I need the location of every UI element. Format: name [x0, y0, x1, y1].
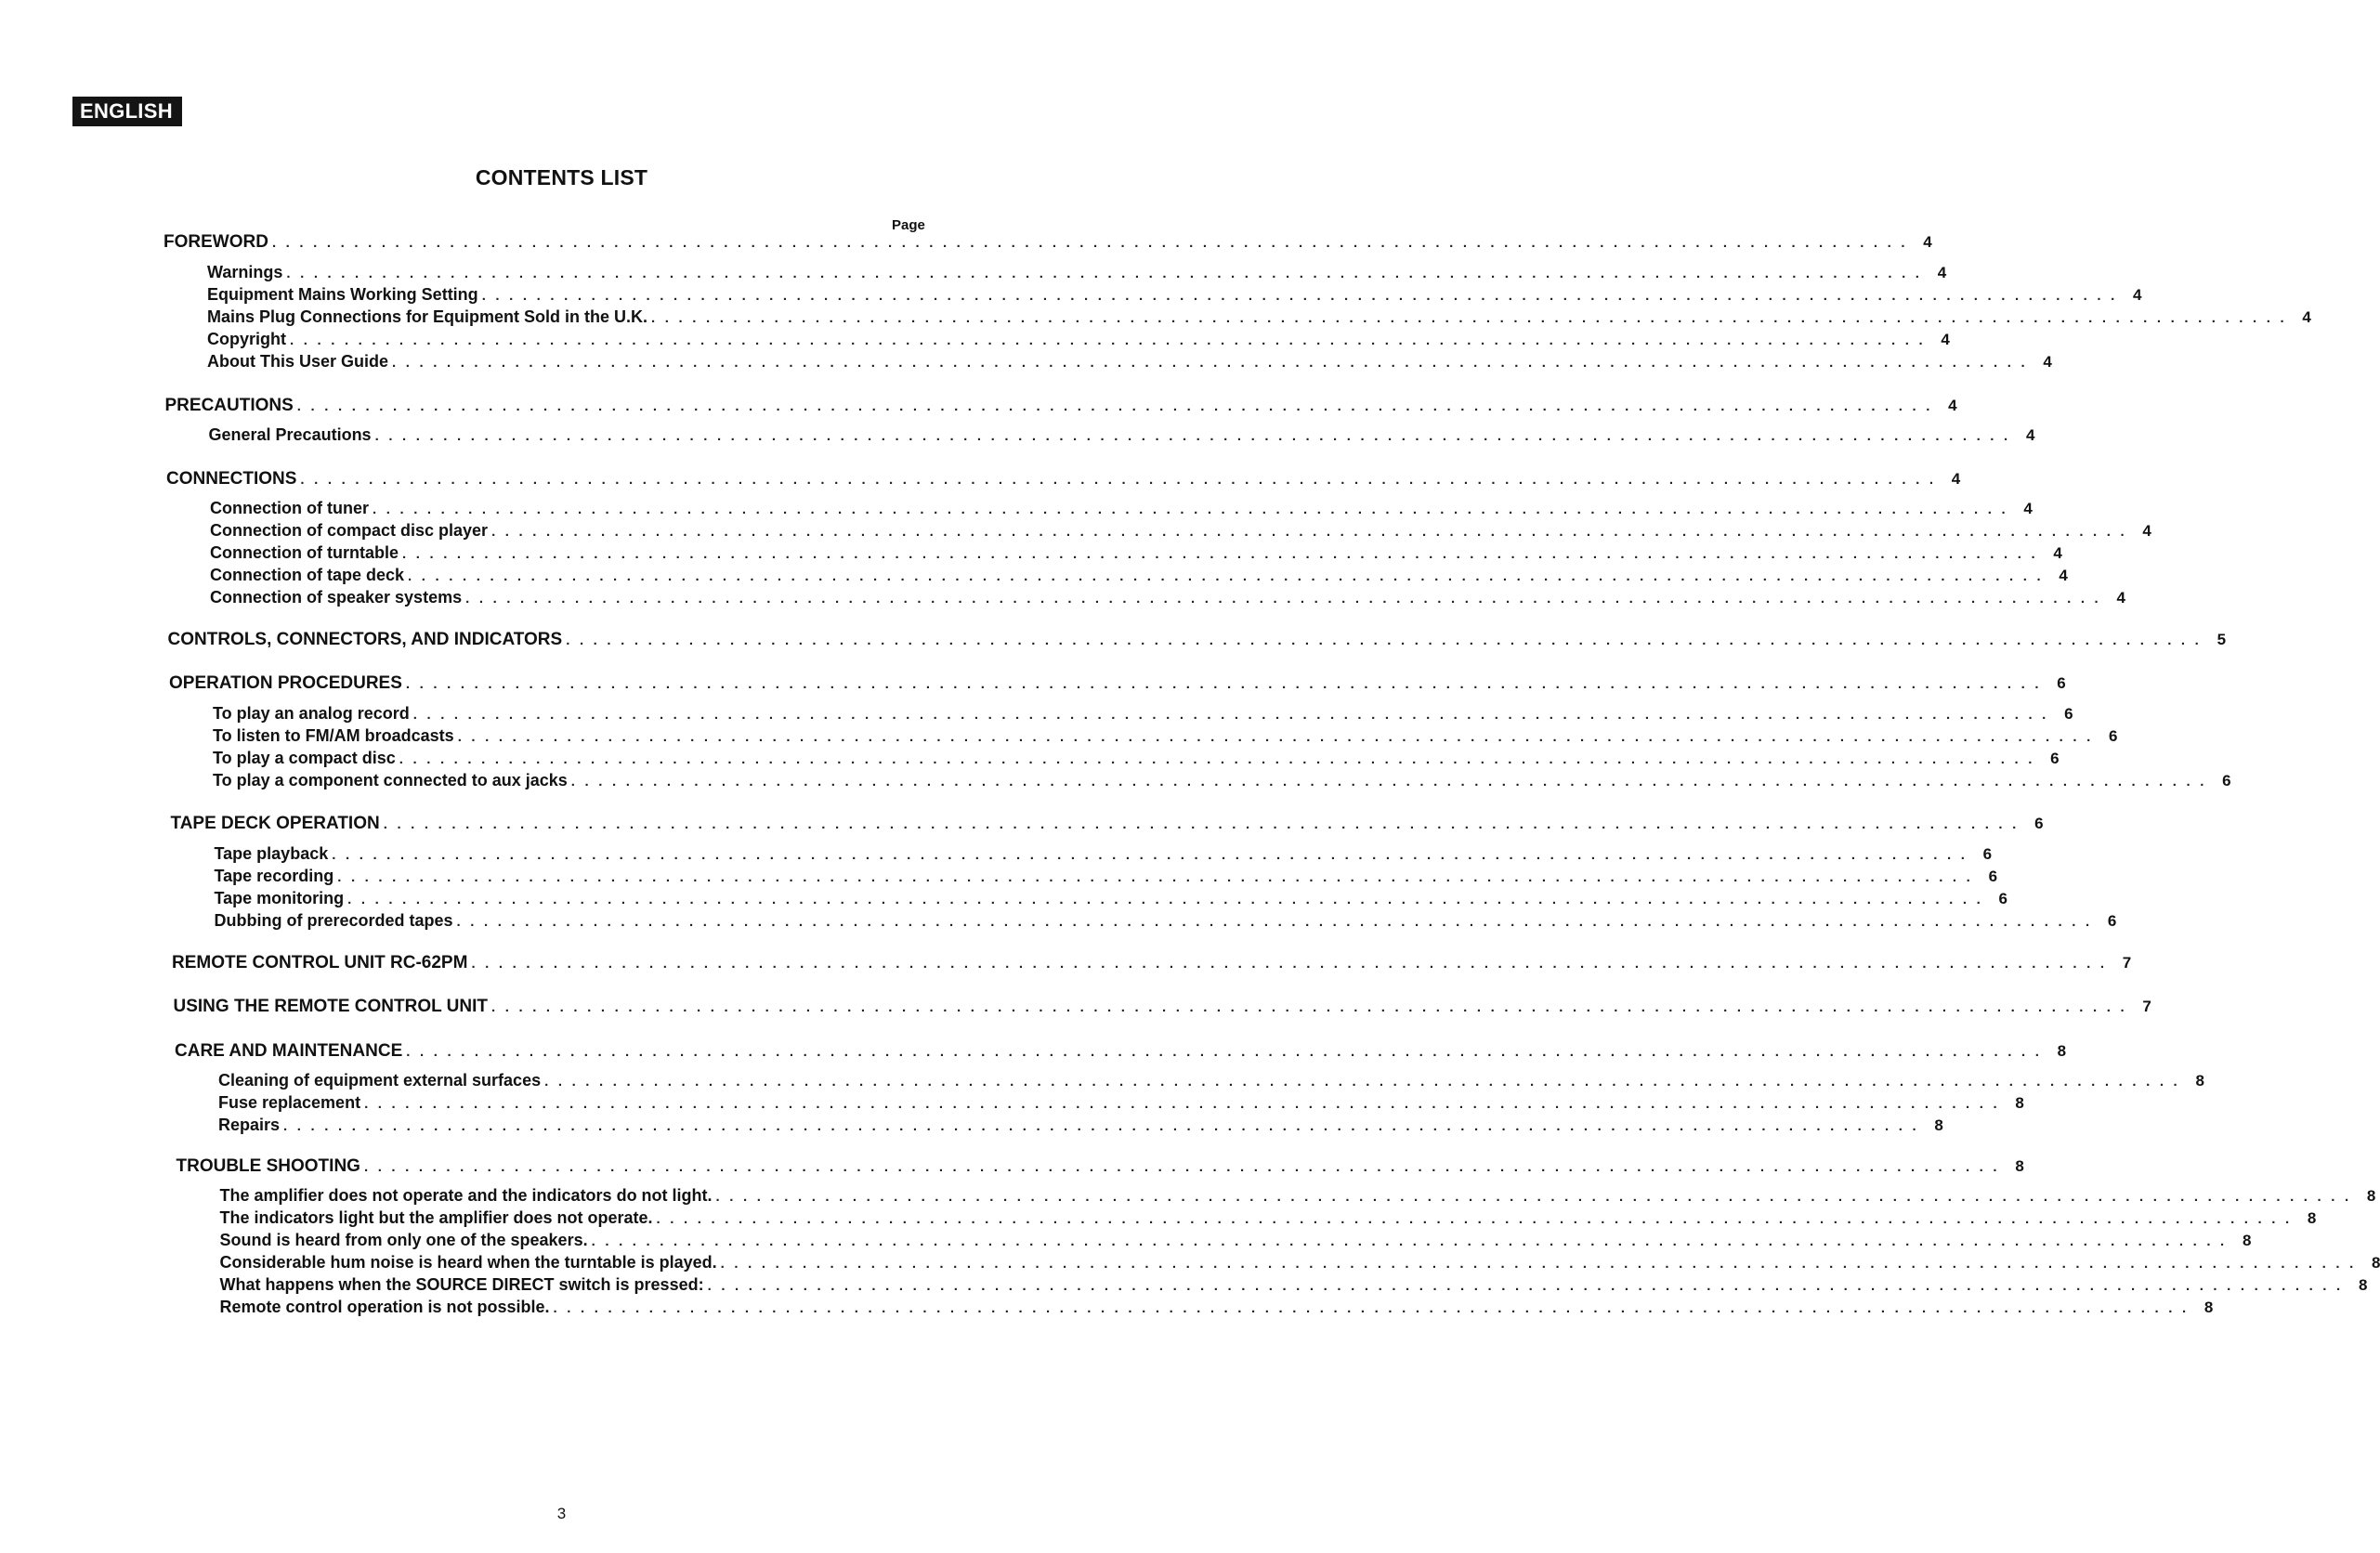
toc-item: [207, 327, 1950, 351]
toc-item-page: 6: [2109, 727, 2118, 745]
dot-leader: . . . . . . . . . . . . . . . . . . . . . . . . . . . . . . . . . . . . . . . . . . . . . . . . . . . . . . . . . . . . . . . . . . . . . . . . . . . . . . . . . . . . . . . . . . . . . . . . . . . . . . . . . . . . . . . . . . . . . . . .: [296, 398, 1933, 414]
dot-leader: . . . . . . . . . . . . . . . . . . . . . . . . . . . . . . . . . . . . . . . . . . . . . . . . . . . . . . . . . . . . . . . . . . . . . . . . . . . . . . . . . . . . . . . . . . . . . . . . . . . . . . . . . . . . . . . . . . . . . . . .: [392, 355, 2028, 371]
toc-section: [163, 230, 1932, 254]
dot-leader: . . . . . . . . . . . . . . . . . . . . . . . . . . . . . . . . . . . . . . . . . . . . . . . . . . . . . . . . . . . . . . . . . . . . . . . . . . . . . . . . . . . . . . . . . . . . . . . . . . . . . . . . . . . . . . . . . . . . . . . .: [720, 1256, 2357, 1272]
toc-section: [166, 467, 1961, 491]
toc-item-title: Tape monitoring: [214, 889, 345, 907]
toc-item: [210, 518, 2151, 542]
toc-item-page: 4: [1941, 331, 1950, 348]
toc-section-title: TAPE DECK OPERATION: [170, 814, 380, 833]
dot-leader: . . . . . . . . . . . . . . . . . . . . . . . . . . . . . . . . . . . . . . . . . . . . . . . . . . . . . . . . . . . . . . . . . . . . . . . . . . . . . . . . . . . . . . . . . . . . . . . . . . . . . . . . . . . . . . . . . . . . . . . .: [591, 1233, 2228, 1249]
toc-item-page: 8: [2366, 1187, 2376, 1205]
toc-item-title: Connection of speaker systems: [210, 588, 463, 607]
dot-leader: . . . . . . . . . . . . . . . . . . . . . . . . . . . . . . . . . . . . . . . . . . . . . . . . . . . . . . . . . . . . . . . . . . . . . . . . . . . . . . . . . . . . . . . . . . . . . . . . . . . . . . . . . . . . . . . . . . . . . . . .: [412, 707, 2049, 723]
dot-leader: . . . . . . . . . . . . . . . . . . . . . . . . . . . . . . . . . . . . . . . . . . . . . . . . . . . . . . . . . . . . . . . . . . . . . . . . . . . . . . . . . . . . . . . . . . . . . . . . . . . . . . . . . . . . . . . . . . . . . . . .: [332, 847, 1968, 863]
toc-item-title: Sound is heard from only one of the speakers.: [219, 1231, 588, 1249]
toc-item-title: Remote control operation is not possible.: [219, 1298, 550, 1316]
toc-item-title: The indicators light but the amplifier does not operate.: [219, 1208, 653, 1227]
toc-item: [213, 701, 2073, 725]
dot-leader: . . . . . . . . . . . . . . . . . . . . . . . . . . . . . . . . . . . . . . . . . . . . . . . . . . . . . . . . . . . . . . . . . . . . . . . . . . . . . . . . . . . . . . . . . . . . . . . . . . . . . . . . . . . . . . . . . . . . . . . .: [491, 524, 2127, 540]
toc-section: [175, 1039, 2067, 1064]
page-column-label: Page: [892, 217, 925, 233]
toc-item-page: 8: [2015, 1094, 2024, 1112]
toc-item-page: 6: [1988, 868, 1998, 885]
dot-leader: . . . . . . . . . . . . . . . . . . . . . . . . . . . . . . . . . . . . . . . . . . . . . . . . . . . . . . . . . . . . . . . . . . . . . . . . . . . . . . . . . . . . . . . . . . . . . . . . . . . . . . . . . . . . . . . . . . . . . . . .: [456, 914, 2093, 930]
toc-section-page: 7: [2122, 954, 2132, 972]
toc-section: [176, 1155, 2024, 1179]
toc-item-title: Tape playback: [214, 844, 329, 863]
toc-item-page: 8: [2242, 1232, 2252, 1249]
toc-item-title: About This User Guide: [207, 352, 389, 371]
dot-leader: . . . . . . . . . . . . . . . . . . . . . . . . . . . . . . . . . . . . . . . . . . . . . . . . . . . . . . . . . . . . . . . . . . . . . . . . . . . . . . . . . . . . . . . . . . . . . . . . . . . . . . . . . . . . . . . . . . . . . . . .: [290, 333, 1926, 348]
toc-item: [214, 886, 2007, 910]
dot-leader: . . . . . . . . . . . . . . . . . . . . . . . . . . . . . . . . . . . . . . . . . . . . . . . . . . . . . . . . . . . . . . . . . . . . . . . . . . . . . . . . . . . . . . . . . . . . . . . . . . . . . . . . . . . . . . . . . . . . . . . .: [457, 729, 2094, 745]
toc-item-page: 4: [2053, 544, 2062, 562]
toc-item-page: 8: [2195, 1072, 2204, 1090]
toc-item: [213, 724, 2118, 748]
toc-section-title: CARE AND MAINTENANCE: [175, 1041, 403, 1061]
toc-item-page: 8: [2358, 1276, 2368, 1294]
toc-item-page: 4: [1937, 264, 1947, 281]
toc-item: [214, 908, 2117, 933]
toc-section: [173, 995, 2151, 1019]
dot-leader: . . . . . . . . . . . . . . . . . . . . . . . . . . . . . . . . . . . . . . . . . . . . . . . . . . . . . . . . . . . . . . . . . . . . . . . . . . . . . . . . . . . . . . . . . . . . . . . . . . . . . . . . . . . . . . . . . . . . . . . .: [553, 1300, 2190, 1316]
toc-item-title: Equipment Mains Working Setting: [207, 285, 478, 304]
page-title: CONTENTS LIST: [475, 165, 648, 189]
toc-section-page: 7: [2142, 998, 2151, 1015]
toc-item-title: Connection of turntable: [210, 543, 399, 562]
toc-item: [210, 563, 2068, 587]
toc-item: [219, 1183, 2376, 1207]
dot-leader: . . . . . . . . . . . . . . . . . . . . . . . . . . . . . . . . . . . . . . . . . . . . . . . . . . . . . . . . . . . . . . . . . . . . . . . . . . . . . . . . . . . . . . . . . . . . . . . . . . . . . . . . . . . . . . . . . . . . . . . .: [408, 568, 2044, 584]
toc-section-page: 5: [2217, 631, 2227, 648]
toc-item: [219, 1272, 2368, 1297]
toc-item-page: 6: [1998, 890, 2007, 907]
toc-section-title: CONNECTIONS: [166, 469, 297, 489]
toc-item-page: 4: [2142, 522, 2151, 540]
dot-leader: . . . . . . . . . . . . . . . . . . . . . . . . . . . . . . . . . . . . . . . . . . . . . . . . . . . . . . . . . . . . . . . . . . . . . . . . . . . . . . . . . . . . . . . . . . . . . . . . . . . . . . . . . . . . . . . . . . . . . . . .: [372, 502, 2008, 517]
toc-section: [169, 672, 2066, 696]
toc-item-title: Warnings: [207, 263, 283, 281]
dot-leader: . . . . . . . . . . . . . . . . . . . . . . . . . . . . . . . . . . . . . . . . . . . . . . . . . . . . . . . . . . . . . . . . . . . . . . . . . . . . . . . . . . . . . . . . . . . . . . . . . . . . . . . . . . . . . . . . . . . . . . . .: [364, 1096, 2000, 1112]
toc-item-title: To play an analog record: [213, 704, 410, 723]
toc-item: [210, 496, 2033, 520]
toc-item-page: 4: [2023, 500, 2033, 517]
page-number: 3: [556, 1505, 567, 1522]
language-badge: ENGLISH: [72, 97, 182, 126]
dot-leader: . . . . . . . . . . . . . . . . . . . . . . . . . . . . . . . . . . . . . . . . . . . . . . . . . . . . . . . . . . . . . . . . . . . . . . . . . . . . . . . . . . . . . . . . . . . . . . . . . . . . . . . . . . . . . . . . . . . . . . . .: [337, 869, 1974, 885]
toc-item-page: 6: [2064, 705, 2073, 723]
toc-section-page: 4: [1923, 233, 1932, 251]
toc-section-title: FOREWORD: [163, 232, 268, 252]
toc-item: [219, 1206, 2317, 1230]
toc-item-page: 6: [2050, 750, 2060, 767]
dot-leader: . . . . . . . . . . . . . . . . . . . . . . . . . . . . . . . . . . . . . . . . . . . . . . . . . . . . . . . . . . . . . . . . . . . . . . . . . . . . . . . . . . . . . . . . . . . . . . . . . . . . . . . . . . . . . . . . . . . . . . . .: [399, 751, 2035, 767]
dot-leader: . . . . . . . . . . . . . . . . . . . . . . . . . . . . . . . . . . . . . . . . . . . . . . . . . . . . . . . . . . . . . . . . . . . . . . . . . . . . . . . . . . . . . . . . . . . . . . . . . . . . . . . . . . . . . . . . . . . . . . . .: [570, 774, 2207, 790]
dot-leader: . . . . . . . . . . . . . . . . . . . . . . . . . . . . . . . . . . . . . . . . . . . . . . . . . . . . . . . . . . . . . . . . . . . . . . . . . . . . . . . . . . . . . . . . . . . . . . . . . . . . . . . . . . . . . . . . . . . . . . . .: [300, 472, 1937, 488]
toc-item-title: Connection of compact disc player: [210, 521, 489, 540]
toc-section-title: USING THE REMOTE CONTROL UNIT: [173, 997, 488, 1016]
toc-item-page: 8: [2371, 1254, 2380, 1272]
toc-section-title: TROUBLE SHOOTING: [176, 1156, 360, 1176]
toc-item-title: Repairs: [218, 1116, 281, 1134]
dot-leader: . . . . . . . . . . . . . . . . . . . . . . . . . . . . . . . . . . . . . . . . . . . . . . . . . . . . . . . . . . . . . . . . . . . . . . . . . . . . . . . . . . . . . . . . . . . . . . . . . . . . . . . . . . . . . . . . . . . . . . . .: [566, 633, 2203, 648]
toc-section-page: 8: [2057, 1042, 2067, 1060]
toc-section-page: 8: [2015, 1157, 2024, 1175]
toc-item: [218, 1113, 1943, 1137]
toc-item-title: Connection of tape deck: [210, 566, 405, 584]
toc-item-title: To play a compact disc: [213, 749, 396, 767]
toc-item-title: The amplifier does not operate and the indicators do not light.: [219, 1186, 713, 1205]
toc-item: [214, 842, 1993, 866]
dot-leader: . . . . . . . . . . . . . . . . . . . . . . . . . . . . . . . . . . . . . . . . . . . . . . . . . . . . . . . . . . . . . . . . . . . . . . . . . . . . . . . . . . . . . . . . . . . . . . . . . . . . . . . . . . . . . . . . . . . . . . . .: [383, 816, 2020, 832]
toc-item: [208, 423, 2035, 447]
toc-item-page: 4: [2059, 567, 2068, 584]
toc-section: [167, 628, 2227, 652]
toc-item: [210, 541, 2062, 565]
toc-item-title: Fuse replacement: [218, 1093, 361, 1112]
toc-item-title: Tape recording: [214, 867, 334, 885]
dot-leader: . . . . . . . . . . . . . . . . . . . . . . . . . . . . . . . . . . . . . . . . . . . . . . . . . . . . . . . . . . . . . . . . . . . . . . . . . . . . . . . . . . . . . . . . . . . . . . . . . . . . . . . . . . . . . . . . . . . . . . . .: [471, 956, 2108, 972]
toc-item-title: To listen to FM/AM broadcasts: [213, 726, 454, 745]
toc-item: [219, 1250, 2380, 1274]
toc-item: [207, 305, 2311, 329]
toc-section-title: OPERATION PROCEDURES: [169, 673, 402, 693]
dot-leader: . . . . . . . . . . . . . . . . . . . . . . . . . . . . . . . . . . . . . . . . . . . . . . . . . . . . . . . . . . . . . . . . . . . . . . . . . . . . . . . . . . . . . . . . . . . . . . . . . . . . . . . . . . . . . . . . . . . . . . . .: [465, 591, 2101, 607]
toc-item-page: 4: [2133, 286, 2142, 304]
dot-leader: . . . . . . . . . . . . . . . . . . . . . . . . . . . . . . . . . . . . . . . . . . . . . . . . . . . . . . . . . . . . . . . . . . . . . . . . . . . . . . . . . . . . . . . . . . . . . . . . . . . . . . . . . . . . . . . . . . . . . . . .: [651, 310, 2287, 326]
dot-leader: . . . . . . . . . . . . . . . . . . . . . . . . . . . . . . . . . . . . . . . . . . . . . . . . . . . . . . . . . . . . . . . . . . . . . . . . . . . . . . . . . . . . . . . . . . . . . . . . . . . . . . . . . . . . . . . . . . . . . . . .: [715, 1189, 2352, 1205]
dot-leader: . . . . . . . . . . . . . . . . . . . . . . . . . . . . . . . . . . . . . . . . . . . . . . . . . . . . . . . . . . . . . . . . . . . . . . . . . . . . . . . . . . . . . . . . . . . . . . . . . . . . . . . . . . . . . . . . . . . . . . . .: [271, 235, 1908, 251]
toc-section-page: 6: [2057, 674, 2066, 692]
toc-item-page: 6: [2107, 912, 2117, 930]
dot-leader: . . . . . . . . . . . . . . . . . . . . . . . . . . . . . . . . . . . . . . . . . . . . . . . . . . . . . . . . . . . . . . . . . . . . . . . . . . . . . . . . . . . . . . . . . . . . . . . . . . . . . . . . . . . . . . . . . . . . . . . .: [347, 892, 1983, 907]
toc-section-title: PRECAUTIONS: [164, 396, 294, 415]
toc-section-title: CONTROLS, CONNECTORS, AND INDICATORS: [167, 630, 563, 649]
toc-section: [170, 812, 2044, 836]
toc-item-title: What happens when the SOURCE DIRECT switch is pressed:: [219, 1275, 704, 1294]
toc-item: [210, 585, 2125, 609]
toc-section-page: 4: [1948, 397, 1957, 414]
toc-item-page: 8: [2203, 1299, 2214, 1316]
toc-item-page: 4: [2302, 308, 2311, 326]
toc-section: [164, 394, 1957, 418]
toc-item: [207, 260, 1947, 284]
toc-section-title: REMOTE CONTROL UNIT RC-62PM: [172, 953, 468, 972]
dot-leader: . . . . . . . . . . . . . . . . . . . . . . . . . . . . . . . . . . . . . . . . . . . . . . . . . . . . . . . . . . . . . . . . . . . . . . . . . . . . . . . . . . . . . . . . . . . . . . . . . . . . . . . . . . . . . . . . . . . . . . . .: [401, 546, 2038, 562]
toc-item-title: Dubbing of prerecorded tapes: [214, 911, 453, 930]
toc-item: [219, 1228, 2252, 1252]
dot-leader: . . . . . . . . . . . . . . . . . . . . . . . . . . . . . . . . . . . . . . . . . . . . . . . . . . . . . . . . . . . . . . . . . . . . . . . . . . . . . . . . . . . . . . . . . . . . . . . . . . . . . . . . . . . . . . . . . . . . . . . .: [363, 1159, 2000, 1175]
toc-item: [218, 1090, 2024, 1115]
toc-item-title: Cleaning of equipment external surfaces: [218, 1071, 542, 1090]
toc-section-page: 6: [2034, 815, 2044, 832]
toc-item: [213, 746, 2060, 770]
toc-item-page: 4: [2043, 353, 2052, 371]
toc-item: [218, 1068, 2204, 1092]
toc-item-title: Considerable hum noise is heard when the turntable is played.: [219, 1253, 717, 1272]
dot-leader: . . . . . . . . . . . . . . . . . . . . . . . . . . . . . . . . . . . . . . . . . . . . . . . . . . . . . . . . . . . . . . . . . . . . . . . . . . . . . . . . . . . . . . . . . . . . . . . . . . . . . . . . . . . . . . . . . . . . . . . .: [544, 1074, 2180, 1090]
toc-item: [214, 864, 1998, 888]
dot-leader: . . . . . . . . . . . . . . . . . . . . . . . . . . . . . . . . . . . . . . . . . . . . . . . . . . . . . . . . . . . . . . . . . . . . . . . . . . . . . . . . . . . . . . . . . . . . . . . . . . . . . . . . . . . . . . . . . . . . . . . .: [656, 1211, 2293, 1227]
toc-item-title: General Precautions: [208, 425, 372, 444]
toc-item-page: 8: [1934, 1116, 1943, 1134]
toc-item: [219, 1295, 2214, 1319]
toc-item-page: 6: [2222, 772, 2231, 790]
dot-leader: . . . . . . . . . . . . . . . . . . . . . . . . . . . . . . . . . . . . . . . . . . . . . . . . . . . . . . . . . . . . . . . . . . . . . . . . . . . . . . . . . . . . . . . . . . . . . . . . . . . . . . . . . . . . . . . . . . . . . . . .: [286, 266, 1923, 281]
toc-item-page: 4: [2025, 426, 2035, 444]
toc-item-title: Copyright: [207, 330, 286, 348]
toc-item: [207, 282, 2142, 307]
dot-leader: . . . . . . . . . . . . . . . . . . . . . . . . . . . . . . . . . . . . . . . . . . . . . . . . . . . . . . . . . . . . . . . . . . . . . . . . . . . . . . . . . . . . . . . . . . . . . . . . . . . . . . . . . . . . . . . . . . . . . . . .: [405, 676, 2042, 692]
toc-item: [207, 349, 2052, 373]
dot-leader: . . . . . . . . . . . . . . . . . . . . . . . . . . . . . . . . . . . . . . . . . . . . . . . . . . . . . . . . . . . . . . . . . . . . . . . . . . . . . . . . . . . . . . . . . . . . . . . . . . . . . . . . . . . . . . . . . . . . . . . .: [283, 1118, 1919, 1134]
dot-leader: . . . . . . . . . . . . . . . . . . . . . . . . . . . . . . . . . . . . . . . . . . . . . . . . . . . . . . . . . . . . . . . . . . . . . . . . . . . . . . . . . . . . . . . . . . . . . . . . . . . . . . . . . . . . . . . . . . . . . . . .: [490, 999, 2127, 1015]
toc-item-title: Connection of tuner: [210, 499, 369, 517]
dot-leader: . . . . . . . . . . . . . . . . . . . . . . . . . . . . . . . . . . . . . . . . . . . . . . . . . . . . . . . . . . . . . . . . . . . . . . . . . . . . . . . . . . . . . . . . . . . . . . . . . . . . . . . . . . . . . . . . . . . . . . . .: [406, 1044, 2043, 1060]
toc-item-page: 4: [2116, 589, 2125, 607]
toc-section: [172, 951, 2132, 975]
toc-item-page: 6: [1982, 845, 1993, 863]
toc-item-page: 8: [2307, 1209, 2317, 1227]
toc-item-title: To play a component connected to aux jacks: [213, 771, 568, 790]
toc-item: [213, 768, 2231, 792]
toc-item-title: Mains Plug Connections for Equipment Sold in the U.K.: [207, 307, 648, 326]
dot-leader: . . . . . . . . . . . . . . . . . . . . . . . . . . . . . . . . . . . . . . . . . . . . . . . . . . . . . . . . . . . . . . . . . . . . . . . . . . . . . . . . . . . . . . . . . . . . . . . . . . . . . . . . . . . . . . . . . . . . . . . .: [374, 428, 2011, 444]
dot-leader: . . . . . . . . . . . . . . . . . . . . . . . . . . . . . . . . . . . . . . . . . . . . . . . . . . . . . . . . . . . . . . . . . . . . . . . . . . . . . . . . . . . . . . . . . . . . . . . . . . . . . . . . . . . . . . . . . . . . . . . .: [481, 288, 2118, 304]
toc-section-page: 4: [1951, 470, 1961, 488]
dot-leader: . . . . . . . . . . . . . . . . . . . . . . . . . . . . . . . . . . . . . . . . . . . . . . . . . . . . . . . . . . . . . . . . . . . . . . . . . . . . . . . . . . . . . . . . . . . . . . . . . . . . . . . . . . . . . . . . . . . . . . . .: [707, 1278, 2344, 1294]
